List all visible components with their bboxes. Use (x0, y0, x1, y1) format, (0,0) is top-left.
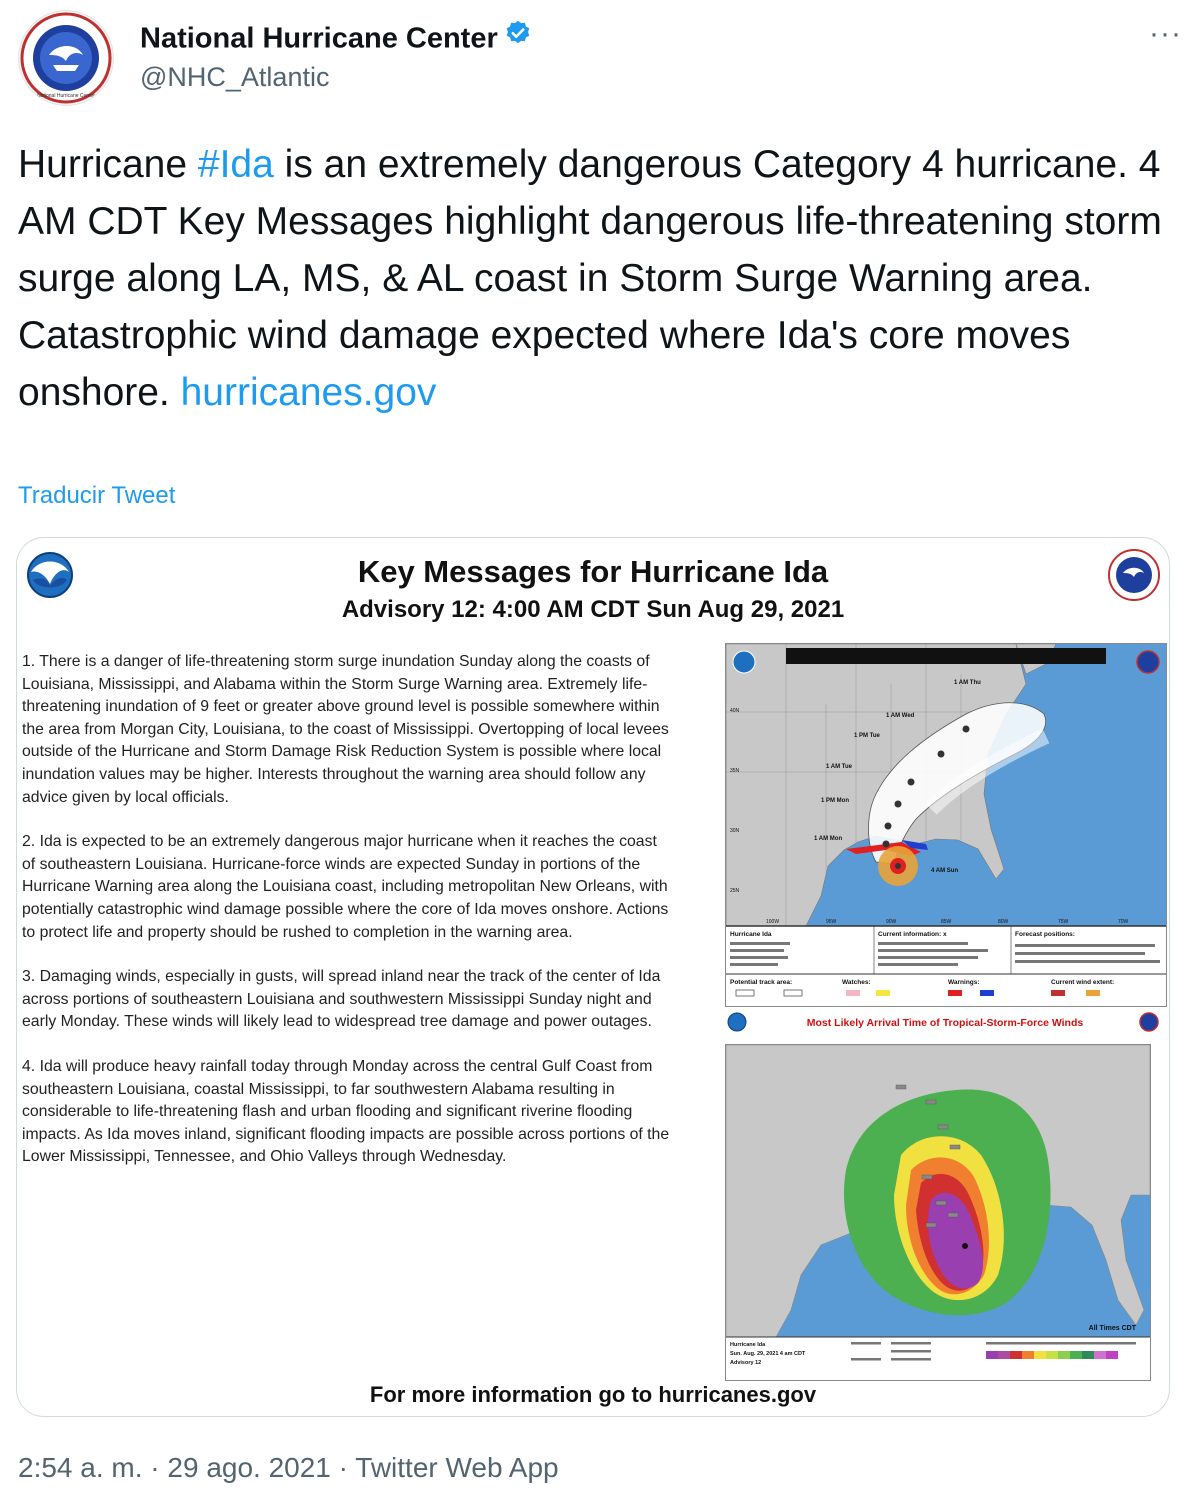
avatar-caption: National Hurricane Center (37, 93, 95, 99)
map2-legend-date: Sun. Aug. 29, 2021 4 am CDT (730, 1351, 806, 1357)
legend-potential-track: Potential track area: (730, 979, 793, 986)
author-name[interactable] (140, 22, 532, 58)
legend-storm: Hurricane Ida (730, 931, 772, 938)
tweet-text-part2: is an extremely dangerous Category 4 hurricane. 4 AM CDT Key Messages highlight dangerous life-threatening storm surge along LA, MS, & AL coast in Storm Surge Warning area. Catastrophic wind damage expected where Ida's core moves onshore. (18, 143, 1162, 414)
forecast-cone-map (725, 643, 1167, 1007)
more-options-icon[interactable]: ··· (1149, 17, 1182, 50)
lon-label-3: 85W (941, 919, 952, 925)
author-name-text: National Hurricane Center (140, 22, 498, 55)
cone-label-1: 1 AM Mon (814, 836, 843, 842)
verified-badge-icon (504, 19, 532, 55)
author-handle[interactable]: @NHC_Atlantic (140, 62, 330, 92)
cone-label-3: 1 AM Tue (826, 764, 853, 770)
lon-label-0: 100W (766, 919, 780, 925)
legend-wind-extent: Current wind extent: (1051, 979, 1115, 986)
arrival-time-map (725, 1044, 1151, 1381)
key-messages-title: Key Messages for Hurricane Ida (357, 554, 829, 589)
key-message-2: 2. Ida is expected to be an extremely dangerous major hurricane when it reaches the coast of southeastern Louisiana. Hurricane-force winds are expected Sunday in portions of the Hurricane Warning area along the Louisiana coast, including metropolitan New Orleans, with potentially catastrophic wind damage possible where the core of Ida moves onshore. Actions to protect life and property should be rushed to completion in the warning area. (22, 833, 669, 941)
all-times-label: All Times CDT (1088, 1325, 1136, 1332)
cone-label-0: 4 AM Sun (931, 868, 959, 874)
cone-label-6: 1 AM Thu (954, 680, 981, 686)
lat-label-1: 35N (730, 768, 740, 774)
translate-tweet-link[interactable]: Traducir Tweet (18, 482, 176, 509)
avatar[interactable] (18, 10, 114, 106)
legend-watches: Watches: (842, 979, 871, 986)
arrival-time-header (725, 1010, 1165, 1038)
map2-legend-storm: Hurricane Ida (730, 1342, 766, 1348)
tweet-text (18, 136, 1168, 421)
legend-current-info: Current information: x (878, 931, 947, 938)
tweet-media-image[interactable] (16, 537, 1170, 1417)
lat-label-2: 30N (730, 828, 740, 834)
nws-logo-icon (1107, 548, 1161, 607)
key-message-3: 3. Damaging winds, especially in gusts, will spread inland near the track of the center of Ida across portions of southeastern Louisiana and southwestern Mississippi Sunday night and early Monday. These winds will likely lead to widespread tree damage and power outages. (22, 968, 661, 1031)
legend-warnings: Warnings: (948, 979, 980, 986)
lon-label-5: 75W (1058, 919, 1069, 925)
tweet-header (18, 10, 1182, 100)
legend-forecast-positions: Forecast positions: (1015, 931, 1075, 938)
lat-label-3: 25N (730, 888, 740, 894)
lon-label-4: 80W (998, 919, 1009, 925)
arrival-map-title: Most Likely Arrival Time of Tropical-Storm-Force Winds (806, 1017, 1084, 1029)
lat-label-0: 40N (730, 708, 740, 714)
key-messages-list (22, 651, 672, 1191)
key-message-1: 1. There is a danger of life-threatening storm surge inundation Sunday along the coasts of Louisiana, Mississippi, and Alabama within the Storm Surge Warning area. Extremely life-threatening inundation of 9 feet or greater above ground level is possible somewhere within the area from Morgan City, Louisiana, to the coast of Mississippi. Overtopping of local levees outside of the Hurricane and Storm Damage Risk Reduction System is possible where local inundation values may be higher. Interests throughout the warning area should follow any advice given by local officials. (22, 653, 669, 806)
tweet-timestamp[interactable]: 2:54 a. m. · 29 ago. 2021 · Twitter Web App (18, 1452, 559, 1483)
external-link[interactable]: hurricanes.gov (180, 371, 437, 414)
hashtag-link[interactable]: #Ida (197, 143, 274, 186)
cone-label-4: 1 PM Tue (854, 733, 880, 739)
cone-label-2: 1 PM Mon (821, 798, 849, 804)
lon-label-2: 90W (886, 919, 897, 925)
lon-label-6: 70W (1118, 919, 1129, 925)
map2-legend-advisory: Advisory 12 (730, 1360, 762, 1366)
key-message-4: 4. Ida will produce heavy rainfall today through Monday across the central Gulf Coast from southeastern Louisiana, coastal Mississippi, to far southwestern Alabama resulting in considerable to life-threatening flash and urban flooding and significant riverine flooding impacts. As Ida moves inland, significant flooding impacts are possible across portions of the Lower Mississippi, Tennessee, and Ohio Valleys through Wednesday. (22, 1057, 670, 1166)
advisory-subtitle: Advisory 12: 4:00 AM CDT Sun Aug 29, 2021 (341, 596, 845, 623)
cone-label-5: 1 AM Wed (886, 713, 915, 719)
nws-seal-icon (19, 11, 113, 105)
tweet-text-part1: Hurricane (18, 143, 198, 186)
more-info-footer: For more information go to hurricanes.gov (369, 1382, 817, 1407)
lon-label-1: 95W (826, 919, 837, 925)
